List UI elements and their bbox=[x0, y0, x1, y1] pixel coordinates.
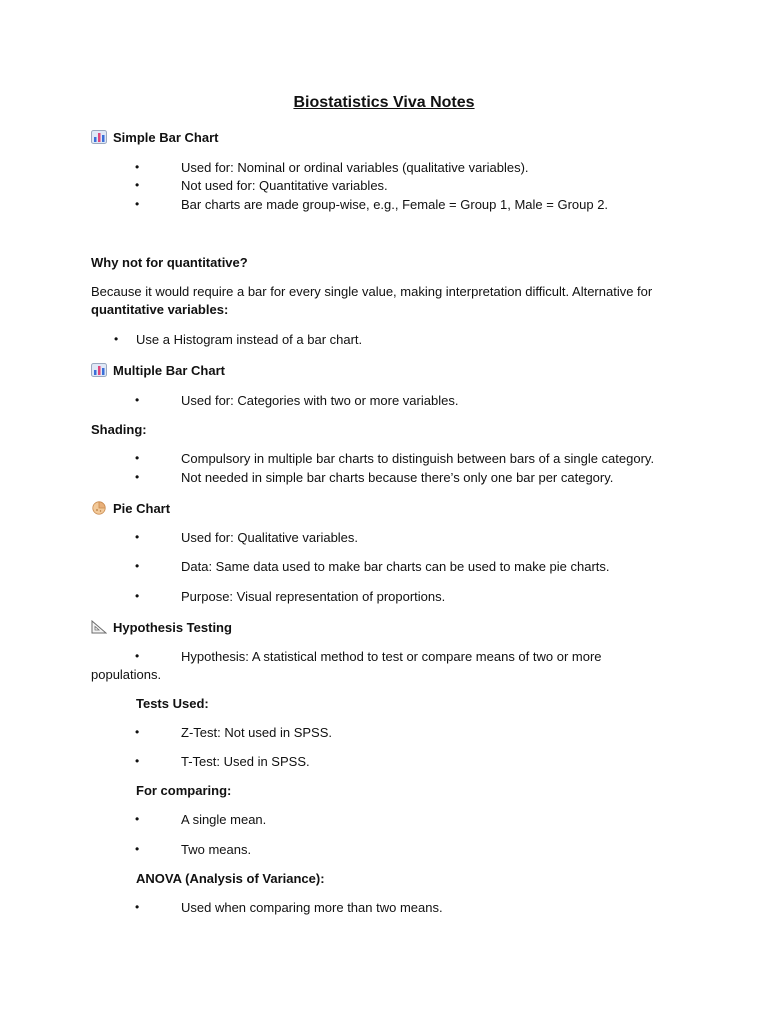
section-heading-shading: Shading: bbox=[91, 422, 147, 437]
list-item: Not used for: Quantitative variables. bbox=[181, 178, 388, 193]
bullet-icon: • bbox=[135, 842, 140, 856]
section-heading-multiple-bar bbox=[91, 363, 225, 378]
list-item: Data: Same data used to make bar charts can be used to make pie charts. bbox=[181, 559, 610, 574]
bullet-icon: • bbox=[135, 559, 140, 573]
bullet-icon: • bbox=[135, 530, 140, 544]
section-heading-label: Pie Chart bbox=[113, 501, 171, 516]
page-title: Biostatistics Viva Notes bbox=[293, 94, 475, 111]
section-heading-simple-bar bbox=[91, 130, 218, 145]
bullet-icon: • bbox=[135, 178, 140, 192]
subheading-for-comparing: For comparing: bbox=[136, 783, 232, 798]
list-item: Not needed in simple bar charts because there’s only one bar per category. bbox=[181, 470, 614, 485]
list-item: T-Test: Used in SPSS. bbox=[181, 754, 310, 769]
bullet-icon: • bbox=[114, 332, 119, 346]
list-item: Two means. bbox=[181, 842, 252, 857]
pie-chart-icon bbox=[91, 501, 107, 515]
bullet-icon: • bbox=[135, 812, 140, 826]
list-item: A single mean. bbox=[181, 812, 267, 827]
list-item: Used when comparing more than two means. bbox=[181, 900, 443, 915]
list-item: Use a Histogram instead of a bar chart. bbox=[136, 332, 363, 347]
bullet-icon: • bbox=[135, 451, 140, 465]
bullet-icon: • bbox=[135, 589, 140, 603]
list-item: Bar charts are made group-wise, e.g., Female = Group 1, Male = Group 2. bbox=[181, 197, 609, 212]
bullet-icon: • bbox=[135, 900, 140, 914]
list-item: Compulsory in multiple bar charts to distinguish between bars of a single category. bbox=[181, 451, 655, 466]
list-item: Used for: Nominal or ordinal variables (qualitative variables). bbox=[181, 160, 529, 175]
section-heading-why-not: Why not for quantitative? bbox=[91, 255, 248, 270]
bullet-icon: • bbox=[135, 197, 140, 211]
section-heading-hypothesis bbox=[91, 620, 232, 635]
bar-chart-icon bbox=[91, 363, 107, 377]
bullet-icon: • bbox=[135, 725, 140, 739]
list-item: Used for: Qualitative variables. bbox=[181, 530, 359, 545]
paragraph-line-bold: quantitative variables: bbox=[91, 302, 229, 317]
bullet-icon: • bbox=[135, 470, 140, 484]
bullet-icon: • bbox=[135, 393, 140, 407]
list-item: Z-Test: Not used in SPSS. bbox=[181, 725, 333, 740]
section-heading-label: Multiple Bar Chart bbox=[113, 363, 225, 378]
list-item: Purpose: Visual representation of proportions. bbox=[181, 589, 446, 604]
subheading-anova: ANOVA (Analysis of Variance): bbox=[136, 871, 325, 886]
section-heading-pie bbox=[91, 501, 170, 516]
triangle-ruler-icon bbox=[91, 620, 107, 634]
bullet-icon: • bbox=[135, 160, 140, 174]
list-item: Hypothesis: A statistical method to test or compare means of two or more bbox=[181, 649, 602, 664]
section-heading-label: Hypothesis Testing bbox=[113, 620, 232, 635]
bullet-icon: • bbox=[135, 649, 140, 663]
paragraph-line: Because it would require a bar for every single value, making interpretation difficult. Alternative for bbox=[91, 284, 653, 299]
subheading-tests-used: Tests Used: bbox=[136, 696, 209, 711]
bullet-icon: • bbox=[135, 754, 140, 768]
bar-chart-icon bbox=[91, 130, 107, 144]
section-heading-label: Simple Bar Chart bbox=[113, 130, 219, 145]
list-item-continuation: populations. bbox=[91, 667, 162, 682]
list-item: Used for: Categories with two or more variables. bbox=[181, 393, 459, 408]
